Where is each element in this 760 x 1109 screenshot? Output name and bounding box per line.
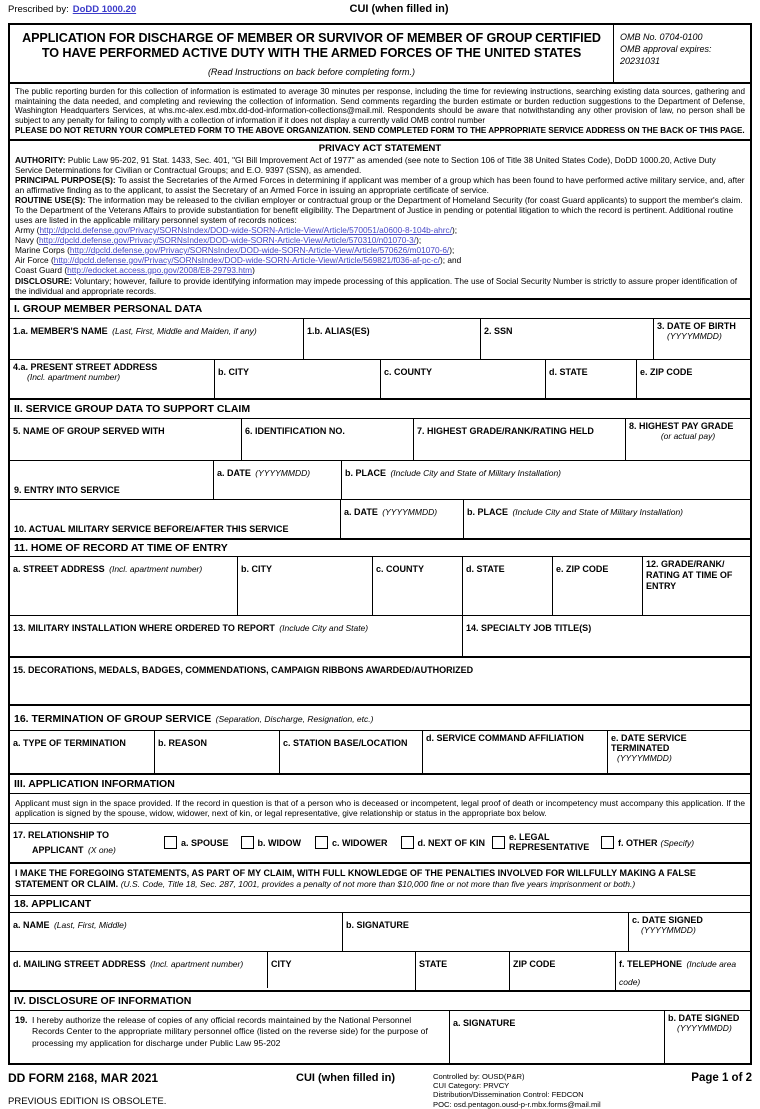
sorn-airforce-branch: Air Force ( [15,254,54,265]
privacy-act-body [10,155,750,298]
field-mailing-city[interactable] [268,952,416,990]
field-identification-no[interactable] [242,419,414,460]
cui-poc: POC: osd.pentagon.ousd-p-r.mbx.forms@mail.mil [433,1099,601,1109]
field-actual-service-date-hint: (YYYYMMDD) [382,506,438,517]
omb-expires-label: OMB approval expires: [620,44,712,54]
field-date-terminated-hint: (YYYYMMDD) [617,752,672,763]
field-present-street-label: 4.a. PRESENT STREET ADDRESS [13,361,158,372]
field-hor-street-address[interactable] [10,557,238,615]
field-present-state-label: d. STATE [549,366,588,377]
sorn-marine-tail: ); [449,244,455,255]
omb-block [614,25,750,82]
checkbox-widow-icon[interactable] [241,836,254,849]
form-body [8,23,752,1065]
field-applicant-date-signed-label: c. DATE SIGNED [632,914,703,925]
section-3-heading: III. APPLICATION INFORMATION [10,775,750,794]
field-applicant-signature[interactable] [343,913,629,951]
field-specialty-job-title[interactable] [463,616,750,656]
row-home-of-record [10,557,750,616]
field-mailing-street-address[interactable] [10,952,268,988]
omb-number: OMB No. 0704-0100 [620,32,703,42]
cui-category: CUI Category: PRVCY [433,1081,510,1091]
field-highest-pay-grade-hint: (or actual pay) [660,430,716,441]
field-member-name[interactable] [10,319,304,359]
prescribed-by-label: Prescribed by: [8,4,69,15]
field-specialty-job-title-label: 14. SPECIALTY JOB TITLE(S) [466,622,592,633]
field-relationship-applicant-label: APPLICANT [32,844,84,855]
checkbox-widower-icon[interactable] [315,836,328,849]
field-telephone-label: f. TELEPHONE [619,958,683,969]
cui-distribution: Distribution/Dissemination Control: FEDCON [433,1090,584,1100]
sorn-marine-link[interactable]: http://dpcld.defense.gov/Privacy/SORNsIndex/DOD-wide-SORN-Article-View/Article/570626/m01070-6/ [69,244,450,255]
checkbox-spouse-icon[interactable] [164,836,177,849]
sorn-navy [15,235,745,245]
privacy-authority-text: Public Law 95-202, 91 Stat. 1433, Sec. 401, "GI Bill Improvement Act of 1977" as amended (see note to Section 106 of Title 38 United States Code), DoDD 1000.20, Active Duty Service Determinations for Civilian or Contractual Groups; and E.O. 9397 (SSN), as amended. [15,154,716,175]
field-present-county-label: c. COUNTY [384,366,433,377]
sorn-airforce-tail: ); and [440,254,462,265]
section-1-heading: I. GROUP MEMBER PERSONAL DATA [10,300,750,319]
field-present-state[interactable] [546,360,637,398]
field-disclosure-num-label: 19. [15,1014,28,1025]
row-entry-into-service [10,461,750,500]
row-present-address [10,360,750,400]
privacy-authority-label: AUTHORITY: [15,154,66,165]
field-grade-rank-at-entry-label: 12. GRADE/RANK/ RATING AT TIME OF ENTRY [646,558,733,591]
row-disclosure-authorization [10,1011,750,1063]
privacy-routine-label: ROUTINE USE(S): [15,194,86,205]
field-military-installation-label: 13. MILITARY INSTALLATION WHERE ORDERED TO REPORT [13,622,275,633]
privacy-principal-text: To assist the Secretaries of the Armed Forces in determining if applicant was member of a group which has been found to have performed active military service, and, after an affirmative finding as to the applicant, to assist the Secretary of an Armed Force in issuing an appropriate certificate of service. [15,174,745,195]
burden-statement-notice: PLEASE DO NOT RETURN YOUR COMPLETED FORM TO THE ABOVE ORGANIZATION. SEND COMPLETED FORM TO THE APPROPRIATE SERVICE ADDRESS ON THE BACK OF THIS PAGE. [15,126,745,136]
field-actual-military-service-label: 10. ACTUAL MILITARY SERVICE BEFORE/AFTER THIS SERVICE [14,523,289,534]
field-hor-street-hint: (Incl. apartment number) [109,563,203,574]
field-hor-county[interactable] [373,557,463,615]
cui-control-block [433,1071,657,1109]
sorn-coastguard-link[interactable]: http://edocket.access.gpo.gov/2008/E8-29793.htm [67,264,253,275]
field-mailing-zip[interactable] [510,952,616,990]
checkbox-other-label: f. OTHER [618,837,658,848]
attestation-bold-text: I MAKE THE FOREGOING STATEMENTS, AS PART OF MY CLAIM, WITH FULL KNOWLEDGE OF THE PENALTIES INVOLVED FOR WILLFULLY MAKING A FALSE STATEMENT OR CLAIM. [15,867,696,890]
checkbox-widower-label: c. WIDOWER [332,837,388,848]
sorn-marine-branch: Marine Corps ( [15,244,70,255]
field-alias[interactable] [304,319,481,359]
checkbox-spouse-label: a. SPOUSE [181,837,229,848]
field-type-of-termination[interactable] [10,731,155,773]
row-installation-specialty [10,616,750,658]
field-present-zip-label: e. ZIP CODE [640,366,693,377]
checkbox-option-widower[interactable] [315,836,388,849]
footer-previous-edition: PREVIOUS EDITION IS OBSOLETE. [8,1095,167,1107]
field-member-name-hint: (Last, First, Middle and Maiden, if any) [112,325,257,336]
checkbox-legal-representative-label: e. LEGAL REPRESENTATIVE [509,832,590,852]
field-entry-place-hint: (Include City and State of Military Installation) [390,467,562,478]
checkbox-widow-label: b. WIDOW [257,837,302,848]
field-present-zip[interactable] [637,360,750,398]
section-4-heading: IV. DISCLOSURE OF INFORMATION [10,992,750,1011]
form-title-instruction: (Read Instructions on back before completing form.) [207,67,416,77]
checkbox-next-of-kin-icon[interactable] [401,836,414,849]
field-termination-reason-label: b. REASON [158,737,208,748]
field-relationship-hint: (X one) [87,844,116,855]
field-present-street-hint: (Incl. apartment number) [27,371,121,382]
field-applicant-date-signed[interactable] [629,913,750,951]
checkbox-option-spouse[interactable] [164,836,229,849]
row-relationship-to-applicant [10,824,750,864]
sorn-army-branch: Army ( [15,224,40,235]
field-date-of-birth[interactable] [654,319,750,359]
field-actual-military-service [10,500,341,538]
field-highest-grade-rank[interactable] [414,419,626,460]
field-decorations-label: 15. DECORATIONS, MEDALS, BADGES, COMMENDATIONS, CAMPAIGN RIBBONS AWARDED/AUTHORIZED [13,664,474,675]
field-present-city[interactable] [215,360,381,398]
field-telephone-hint: (Include area code) [619,958,737,987]
privacy-authority [15,155,745,175]
row-member-identity [10,319,750,360]
field-alias-label: 1.b. ALIAS(ES) [307,325,370,336]
field-date-terminated-label: e. DATE SERVICE TERMINATED [611,732,687,753]
field-hor-zip[interactable] [553,557,643,615]
sorn-army [15,225,745,235]
checkbox-option-widow[interactable] [241,836,302,849]
cui-banner-top: CUI (when filled in) [349,3,449,15]
field-applicant-heading: 18. APPLICANT [10,896,750,913]
field-service-command-label: d. SERVICE COMMAND AFFILIATION [426,732,584,743]
row-applicant-name-signature [10,913,750,952]
privacy-disclosure-text: Voluntary; however, failure to provide identifying information may impede processing of this application. The use of Social Security Number is strictly to assure proper identification of the individual and appropriate records. [15,275,738,296]
field-applicant-name[interactable] [10,913,343,951]
field-member-name-label: 1.a. MEMBER'S NAME [13,325,108,336]
sorn-coastguard-branch: Coast Guard ( [15,264,68,275]
field-date-service-terminated[interactable] [608,731,750,773]
section-2-heading: II. SERVICE GROUP DATA TO SUPPORT CLAIM [10,400,750,419]
checkbox-option-other[interactable] [601,836,694,849]
field-entry-place-label: b. PLACE [345,467,387,478]
sorn-marine-corps [15,245,745,255]
field-hor-zip-label: e. ZIP CODE [556,563,609,574]
field-actual-service-place-hint: (Include City and State of Military Installation) [512,506,684,517]
field-highest-pay-grade[interactable] [626,419,750,460]
section-3-intro: Applicant must sign in the space provided. If the record in question is that of a person who is deceased or incompetent, legal proof of death or incompetency must accompany this application. If the application is signed by the spouse, widow, widower, next of kin, or legal representative, give relationship or status in the appropriate box below. [10,794,750,824]
field-entry-date-hint: (YYYYMMDD) [255,467,311,478]
field-applicant-name-hint: (Last, First, Middle) [53,919,127,930]
burden-statement [10,84,750,141]
burden-statement-body: The public reporting burden for this collection of information is estimated to average 30 minutes per response, including the time for reviewing instructions, searching existing data sources, gathering and maintaining the data needed, and completing and reviewing the collection of information. Send comments regarding the burden estimate or burden reduction suggestions to the Department of Defense, Washington Headquarters Services, at whs.mc-alex.esd.mbx.dd-dod-information-collections@mail.mil. Respondents should be aware that notwithstanding any other provision of law, no person shall be subject to any penalty for failing to comply with a collection of information if it does not display a currently valid OMB control number [15,87,745,125]
attestation-hint-text: (U.S. Code, Title 18, Sec. 287, 1001, provides a penalty of not more than $10,000 fine or not more than five years imprisonment or both.) [120,879,636,890]
field-entry-into-service [10,461,214,499]
field-station-base-label: c. STATION BASE/LOCATION [283,737,408,748]
field-relationship-label-block [10,828,158,858]
field-termination-num-label: 16. TERMINATION OF GROUP SERVICE [14,712,212,725]
field-mailing-state-label: STATE [419,958,448,969]
form-title-line2: TO HAVE PERFORMED ACTIVE DUTY WITH THE ARMED FORCES OF THE UNITED STATES [41,46,582,60]
row-termination-details [10,731,750,775]
field-entry-date-label: a. DATE [217,467,251,478]
field-dob-label: 3. DATE OF BIRTH [657,320,736,331]
sorn-navy-tail: ); [416,234,422,245]
cui-banner-bottom: CUI (when filled in) [296,1071,395,1084]
privacy-routine-use [15,195,745,225]
checkbox-next-of-kin-label: d. NEXT OF KIN [417,837,486,848]
sorn-navy-link[interactable]: http://dpcld.defense.gov/Privacy/SORNsIndex/DOD-wide-SORN-Article-View/Article/570310/n01070-3/ [38,234,417,245]
privacy-principal-label: PRINCIPAL PURPOSE(S): [15,174,116,185]
sorn-navy-branch: Navy ( [15,234,39,245]
field-home-of-record-heading: 11. HOME OF RECORD AT TIME OF ENTRY [10,540,750,557]
field-hor-state[interactable] [463,557,553,615]
field-entry-into-service-label: 9. ENTRY INTO SERVICE [14,484,120,495]
field-disclosure-date-label: b. DATE SIGNED [668,1012,740,1023]
checkbox-other-hint: (Specify) [660,837,695,848]
field-applicant-signature-label: b. SIGNATURE [346,919,409,930]
field-dob-hint: (YYYYMMDD) [667,330,722,341]
field-ssn[interactable] [481,319,654,359]
footer-page-number: Page 1 of 2 [691,1071,752,1084]
field-present-city-label: b. CITY [218,366,249,377]
footer-form-identity [8,1071,258,1107]
form-title-line1: APPLICATION FOR DISCHARGE OF MEMBER OR SURVIVOR OF MEMBER OF GROUP CERTIFIED [22,31,601,45]
sorn-coast-guard [15,265,745,275]
row-applicant-mailing-address [10,952,750,992]
field-highest-pay-grade-label: 8. HIGHEST PAY GRADE [629,420,734,431]
field-group-name-label: 5. NAME OF GROUP SERVED WITH [13,425,165,436]
field-present-county[interactable] [381,360,546,398]
privacy-act-title: PRIVACY ACT STATEMENT [318,142,442,154]
field-hor-city-label: b. CITY [241,563,272,574]
field-mailing-street-hint: (Incl. apartment number) [150,958,244,969]
field-termination-heading [10,706,750,731]
field-type-of-termination-label: a. TYPE OF TERMINATION [13,737,126,748]
field-disclosure-date-signed[interactable] [665,1011,750,1063]
privacy-act-statement [10,141,750,300]
privacy-disclosure-label: DISCLOSURE: [15,275,73,286]
field-actual-service-place-label: b. PLACE [467,506,509,517]
checkbox-option-next-of-kin[interactable] [401,836,486,849]
document-footer [8,1065,752,1109]
field-applicant-name-label: a. NAME [13,919,50,930]
field-station-base-location[interactable] [280,731,423,773]
field-actual-service-date[interactable] [341,500,464,538]
field-disclosure-signature[interactable] [450,1011,665,1063]
field-hor-street-label: a. STREET ADDRESS [13,563,105,574]
field-entry-place[interactable] [342,461,750,499]
field-actual-service-place[interactable] [464,500,750,538]
field-disclosure-date-hint: (YYYYMMDD) [677,1022,732,1033]
sorn-airforce-link[interactable]: http://dpcld.defense.gov/Privacy/SORNsIndex/DOD-wide-SORN-Article-View/Article/569821/f036-af-pc-c/ [53,254,441,265]
field-actual-service-date-label: a. DATE [344,506,378,517]
field-identification-no-label: 6. IDENTIFICATION NO. [245,425,345,436]
privacy-principal-purpose [15,175,745,195]
field-present-street-address[interactable] [10,360,215,398]
field-applicant-date-signed-hint: (YYYYMMDD) [641,924,696,935]
field-disclosure-body-text: I hereby authorize the release of copies of any official records maintained by the National Personnel Records Center to the appropriate military personnel office (listed on the reverse side) for the purpose of processing my application for discharge under Public Law 95-202 [32,1014,428,1048]
row-group-service-data [10,419,750,461]
field-disclosure-signature-label: a. SIGNATURE [453,1017,516,1028]
field-disclosure-authorization-text [10,1011,450,1063]
field-ssn-label: 2. SSN [484,325,513,336]
field-grade-rank-at-entry[interactable] [643,557,750,615]
title-block [10,25,750,84]
field-military-installation-hint: (Include City and State) [279,622,369,633]
checkbox-option-legal-representative[interactable] [492,832,590,852]
sorn-army-link[interactable]: http://dpcld.defense.gov/Privacy/SORNsIndex/DOD-wide-SORN-Article-View/Article/570051/a0600-8-104b-ahrc/ [39,224,453,235]
field-group-name[interactable] [10,419,242,460]
field-termination-reason[interactable] [155,731,280,773]
field-hor-city[interactable] [238,557,373,615]
checkbox-other-icon[interactable] [601,836,614,849]
field-entry-date[interactable] [214,461,342,499]
sorn-army-tail: ); [452,224,458,235]
field-mailing-zip-label: ZIP CODE [513,958,556,969]
form-title [10,25,614,82]
field-highest-grade-label: 7. HIGHEST GRADE/RANK/RATING HELD [417,425,594,436]
sorn-coastguard-tail: ) [252,264,255,275]
field-mailing-street-label: d. MAILING STREET ADDRESS [13,958,146,969]
attestation-statement [10,864,750,896]
checkbox-legal-representative-icon[interactable] [492,836,505,849]
field-mailing-state[interactable] [416,952,510,990]
omb-expires-date: 20231031 [620,56,661,66]
privacy-disclosure [15,276,745,296]
field-decorations-medals[interactable] [10,658,750,706]
row-actual-military-service [10,500,750,540]
field-mailing-city-label: CITY [271,958,292,969]
field-termination-hint: (Separation, Discharge, Resignation, etc.) [215,713,374,724]
document-header-bar [8,0,752,23]
sorn-air-force [15,255,745,265]
field-relationship-num-label: 17. RELATIONSHIP TO [13,829,110,840]
field-military-installation[interactable] [10,616,463,656]
field-hor-county-label: c. COUNTY [376,563,425,574]
field-telephone[interactable] [616,952,750,990]
cui-controlled-by: Controlled by: OUSD(P&R) [433,1071,525,1081]
footer-form-name: DD FORM 2168, MAR 2021 [8,1070,159,1085]
privacy-routine-text: The information may be released to the civilian employer or contractual group or the Department of Homeland Security (for coast Guard applicants) to support the member's claim. To the Department of the Veterans Affairs to provide substantiation for benefit eligibility. The Department of Justice in pending or potential litigation to which the record is pertinent. Additional routine uses are listed in the applicable military personnel system of records notices: [15,194,743,225]
field-hor-state-label: d. STATE [466,563,505,574]
prescribed-by-link[interactable]: DoDD 1000.20 [72,4,137,15]
field-service-command-affiliation[interactable] [423,731,608,773]
